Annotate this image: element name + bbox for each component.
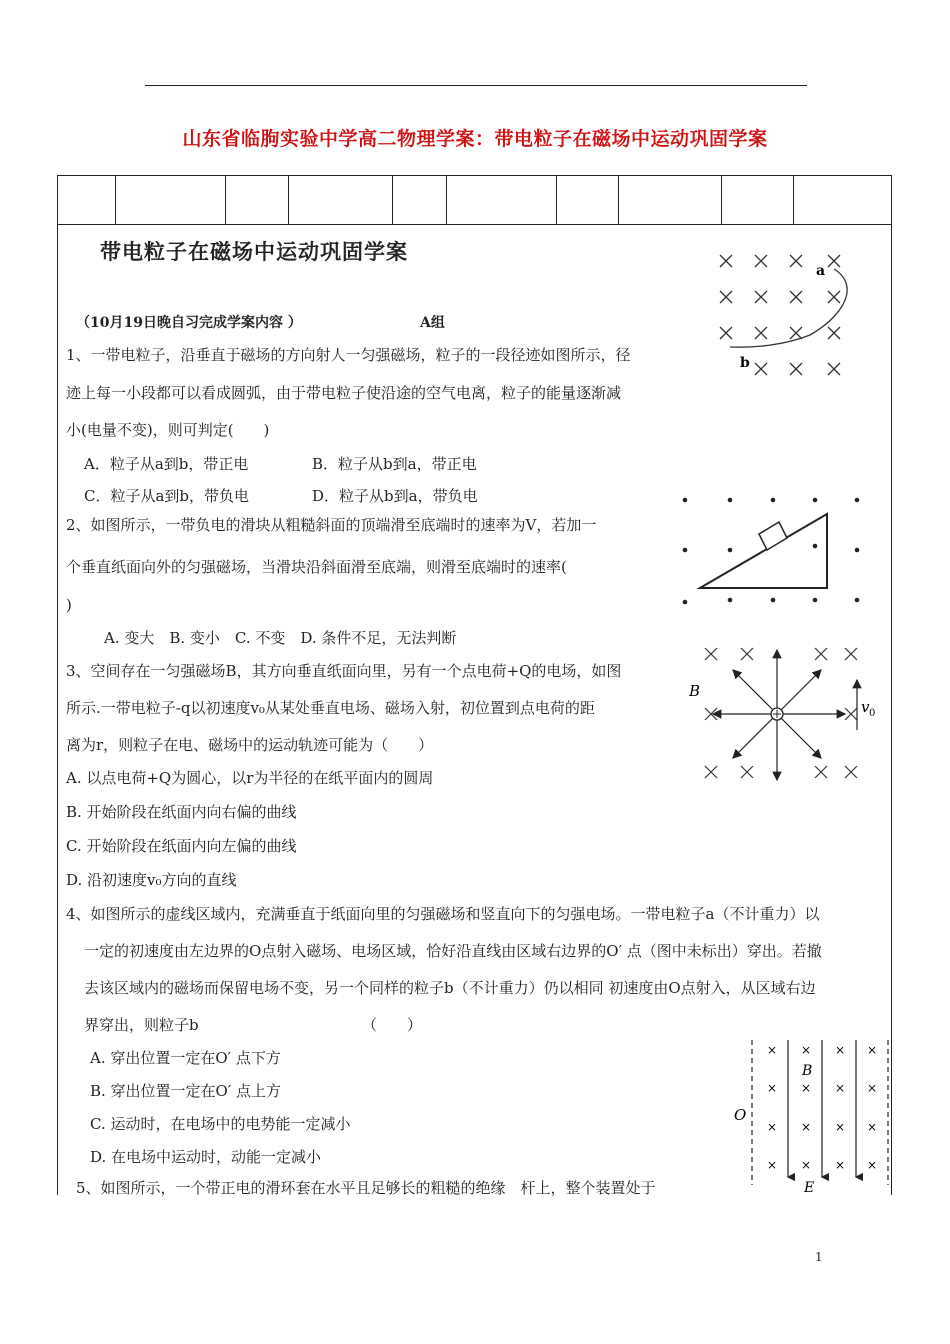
q4-option-c: C. 运动时，在电场中的电势能一定减小 bbox=[90, 1115, 351, 1133]
label-b: B bbox=[802, 1063, 813, 1079]
track-label-a: a bbox=[816, 263, 826, 279]
page-number: 1 bbox=[815, 1250, 823, 1264]
svg-text:×: × bbox=[767, 1081, 778, 1095]
q1-line2: 迹上每一小段都可以看成圆弧，由于带电粒子使沿途的空气电离，粒子的能量逐渐减 bbox=[66, 384, 622, 402]
q4-field-region-figure bbox=[730, 1035, 895, 1195]
intro-note: （10月19日晚自习完成学案内容 ） bbox=[76, 315, 302, 331]
q4-answer-blank: （ ） bbox=[362, 1016, 423, 1034]
svg-text:×: × bbox=[835, 1158, 846, 1172]
label-o: O bbox=[734, 1106, 747, 1124]
q3-line1: 3、空间存在一匀强磁场B，其方向垂直纸面向里，另有一个点电荷+Q的电场，如图 bbox=[66, 662, 622, 680]
group-label: A组 bbox=[420, 315, 445, 331]
q1-line1: 1、一带电粒子，沿垂直于磁场的方向射人一匀强磁场，粒子的一段径迹如图所示，径 bbox=[66, 346, 631, 364]
incline-triangle bbox=[700, 514, 827, 588]
section-heading: 带电粒子在磁场中运动巩固学案 bbox=[100, 239, 408, 264]
q4-option-a: A. 穿出位置一定在O′ 点下方 bbox=[90, 1049, 281, 1067]
header-cell bbox=[226, 176, 290, 224]
q4-line1: 4、如图所示的虚线区域内，充满垂直于纸面向里的匀强磁场和竖直向下的匀强电场。一带电粒子a（不计重力）以 bbox=[66, 905, 820, 923]
q1-magnetic-field-figure bbox=[710, 245, 870, 385]
q1-line3: 小(电量不变)，则可判定( ) bbox=[66, 421, 270, 439]
slider-block bbox=[759, 522, 787, 550]
q4-line4: 界穿出，则粒子b bbox=[84, 1016, 199, 1034]
q4-option-d: D. 在电场中运动时，动能一定减小 bbox=[90, 1148, 322, 1166]
q5-line1: 5、如图所示，一个带正电的滑环套在水平且足够长的粗糙的绝缘 杆上，整个装置处于 bbox=[76, 1179, 656, 1197]
q3-line2: 所示.一带电粒子-q以初速度v₀从某处垂直电场、磁场入射，初位置到点电荷的距 bbox=[66, 699, 595, 717]
header-cell bbox=[722, 176, 794, 224]
svg-text:×: × bbox=[835, 1043, 846, 1057]
q4-line3: 去该区域内的磁场而保留电场不变，另一个同样的粒子b（不计重力）仍以相同 初速度由O点射入，从区域右边 bbox=[84, 979, 816, 997]
header-cell bbox=[393, 176, 447, 224]
q1-option-a: A．粒子从a到b，带正电 bbox=[84, 455, 249, 473]
header-cell bbox=[289, 176, 393, 224]
q3-option-a: A. 以点电荷+Q为圆心，以r为半径的在纸平面内的圆周 bbox=[66, 769, 434, 787]
top-rule bbox=[145, 85, 807, 86]
svg-text:×: × bbox=[801, 1043, 812, 1057]
q1-option-b: B．粒子从b到a，带正电 bbox=[312, 455, 477, 473]
header-cell bbox=[116, 176, 226, 224]
electric-field-lines bbox=[788, 1040, 856, 1177]
q1-option-c: C．粒子从a到b，带负电 bbox=[84, 487, 250, 505]
svg-text:×: × bbox=[867, 1120, 878, 1134]
label-b: B bbox=[689, 682, 701, 700]
svg-text:×: × bbox=[867, 1081, 878, 1095]
particle-track bbox=[730, 269, 847, 347]
svg-text:×: × bbox=[801, 1081, 812, 1095]
q2-line1: 2、如图所示，一带负电的滑块从粗糙斜面的顶端滑至底端时的速率为V，若加一 bbox=[66, 516, 597, 534]
svg-text:×: × bbox=[801, 1120, 812, 1134]
q2-options: A. 变大 B. 变小 C. 不变 D. 条件不足，无法判断 bbox=[104, 629, 457, 647]
svg-text:×: × bbox=[867, 1043, 878, 1057]
q2-line2: 个垂直纸面向外的匀强磁场，当滑块沿斜面滑至底端，则滑至底端时的速率( bbox=[66, 558, 567, 576]
label-e: E bbox=[804, 1180, 815, 1195]
svg-text:×: × bbox=[767, 1158, 778, 1172]
header-cell bbox=[619, 176, 723, 224]
label-v0: v bbox=[861, 698, 870, 716]
q2-line3: ) bbox=[66, 596, 72, 614]
q3-option-b: B. 开始阶段在纸面内向右偏的曲线 bbox=[66, 803, 297, 821]
header-cell bbox=[794, 176, 891, 224]
header-cell bbox=[557, 176, 619, 224]
label-v0-sub: 0 bbox=[869, 708, 876, 719]
header-table bbox=[58, 176, 891, 225]
svg-text:×: × bbox=[767, 1043, 778, 1057]
q3-line3: 离为r，则粒子在电、磁场中的运动轨迹可能为（ ） bbox=[66, 736, 434, 754]
q2-incline-figure bbox=[675, 490, 880, 610]
q4-option-b: B. 穿出位置一定在O′ 点上方 bbox=[90, 1082, 282, 1100]
svg-text:×: × bbox=[767, 1120, 778, 1134]
svg-text:×: × bbox=[835, 1120, 846, 1134]
page-title: 山东省临朐实验中学高二物理学案：带电粒子在磁场中运动巩固学案 bbox=[182, 128, 768, 150]
q4-line2: 一定的初速度由左边界的O点射入磁场、电场区域，恰好沿直线由区域右边界的O′ 点（图中未标出）穿出。若撤 bbox=[84, 942, 822, 960]
q3-option-c: C. 开始阶段在纸面内向左偏的曲线 bbox=[66, 837, 297, 855]
track-label-b: b bbox=[740, 355, 750, 371]
svg-text:×: × bbox=[801, 1158, 812, 1172]
q3-option-d: D. 沿初速度v₀方向的直线 bbox=[66, 871, 237, 889]
header-cell bbox=[447, 176, 557, 224]
q1-option-d: D．粒子从b到a，带负电 bbox=[312, 487, 478, 505]
svg-text:×: × bbox=[867, 1158, 878, 1172]
q3-point-charge-figure bbox=[685, 640, 880, 785]
svg-text:×: × bbox=[835, 1081, 846, 1095]
header-cell bbox=[58, 176, 116, 224]
